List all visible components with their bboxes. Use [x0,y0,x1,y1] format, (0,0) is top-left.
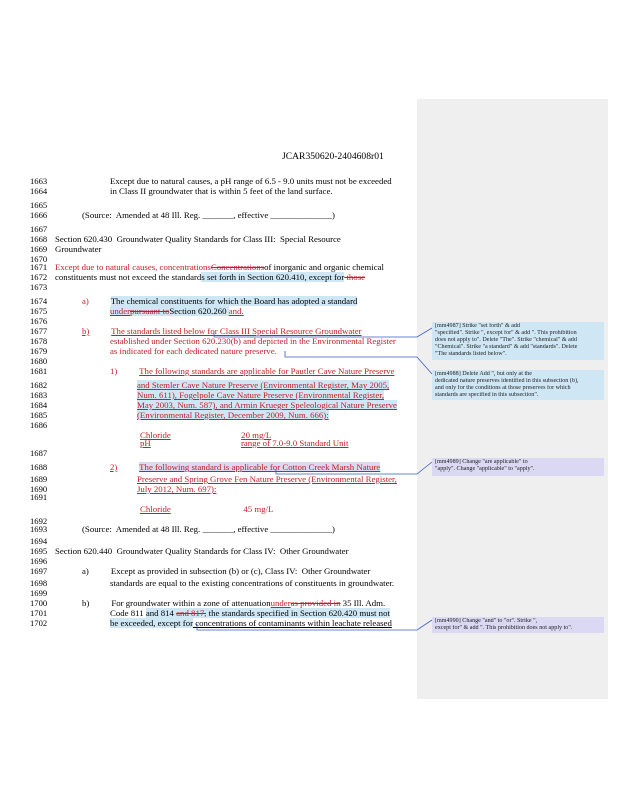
line-text [110,366,394,376]
text-run: be exceeded, except for [110,618,194,628]
line-text [137,410,329,420]
line-number: 1677 [30,326,48,336]
line-number: 1702 [30,618,48,628]
text-run: b) [82,598,90,608]
tracked-change: established under Section 620.230(b) and depicted in the Environmental Register [110,336,396,346]
line-number: 1680 [30,356,48,366]
line-number: 1682 [30,380,48,390]
line-text [110,462,380,472]
line-text [82,566,370,576]
line-text [82,524,335,534]
line-text [140,438,348,448]
tracked-change: and 817, [176,608,207,618]
line-number: 1664 [30,186,48,196]
comment-text: "apply". Change "applicable" to "apply". [435,466,535,472]
line-text [110,186,333,196]
line-number: 1663 [30,176,48,186]
comment-text: [mm4990] Change "and" to "or". Strike ", [435,618,538,624]
tracked-change: and Stemler Cave Nature Preserve (Environmental Register, May 2005, [137,380,390,390]
line-text [137,474,397,484]
line-text [110,176,392,186]
line-number: 1685 [30,410,48,420]
line-text [137,390,384,400]
text-run: 35 Ill. Adm. [340,598,386,608]
line-text [140,504,273,514]
line-number: 1696 [30,556,48,566]
comment-text: [mm4989] Change "are applicable" to [435,459,528,465]
comment-balloon[interactable] [432,617,604,633]
line-number: 1673 [30,282,48,292]
line-number: 1700 [30,598,48,608]
line-number: 1678 [30,336,48,346]
line-number: 1695 [30,546,48,556]
text-run: Groundwater [55,244,102,254]
comment-text: [mm4987] Strike "set forth" & add [435,323,521,329]
line-number: 1694 [30,536,48,546]
line-number: 1666 [30,210,48,220]
line-number: 1698 [30,578,48,588]
comment-balloon[interactable] [432,458,604,476]
comment-balloon[interactable] [432,370,604,400]
tracked-change: Chloride [140,430,171,440]
text-run: Section 620.260 [169,306,229,316]
comment-text: "Chemical". Strike "a standard" & add "standards". Delete [435,344,578,350]
line-number: 1670 [30,254,48,264]
text-run: Except due to natural causes, a pH range of 6.5 - 9.0 units must not be exceeded [110,176,392,186]
comment-text: and only for the conditions at those preserves for which [435,385,571,391]
text-run: standards are equal to the existing concentrations of constituents in groundwater. [110,578,395,588]
tracked-change: those [344,272,366,282]
line-number: 1701 [30,608,48,618]
line-text [55,234,341,244]
text-run: a) [82,566,89,576]
text-run: For groundwater within a zone of attenuation [111,598,271,608]
line-text [110,306,244,316]
tracked-change: under [110,306,131,316]
line-text [110,578,394,588]
line-number: 1697 [30,566,48,576]
text-run: Section 620.440 Groundwater Quality Standards for Class IV: Other Groundwater [55,546,349,556]
tracked-change: May 2003, Num. 587), and Armin Krueger Speleological Nature Preserve [137,400,397,410]
tracked-change: 45 mg/L [243,504,274,514]
comment-text: except for" & add ". This prohibition does not apply to". [435,625,573,631]
tracked-change: 20 mg/L [241,430,272,440]
line-number: 1674 [30,296,48,306]
line-number: 1672 [30,272,48,282]
text-run [117,462,139,472]
text-run: Section 620.430 Groundwater Quality Standards for Class III: Special Resource [55,234,341,244]
text-run [117,366,139,376]
text-run: in Class II groundwater that is within 5 feet of the land surface. [110,186,333,196]
tracked-change: The following standard is applicable for Cotton Creek Marsh Nature [139,462,381,472]
line-text [110,618,392,628]
tracked-change: pH [140,438,151,448]
text-run [89,326,111,336]
tracked-change: The standards listed below for Class III Special Resource Groundwater [111,326,362,336]
text-run: concentrations of contaminants within leachate released [193,618,392,628]
comment-text: does not apply to". Delete "The". Strike "chemical" & add [435,337,577,343]
line-number: 1689 [30,474,48,484]
line-text [82,326,362,336]
comment-text: [mm4988] Delete Add ", but only at the [435,371,532,377]
text-run [89,598,111,608]
tracked-change: The following standards are applicable for Pautler Cave Nature Preserve [139,366,395,376]
text-run: (Source: Amended at 48 Ill. Reg. _______, effective ______________) [82,524,335,534]
tracked-change: Concentrations [210,262,265,272]
line-number: 1684 [30,400,48,410]
text-run: The chemical constituents for which the Board has adopted a standard [110,296,358,306]
line-number: 1690 [30,484,48,494]
text-run: of inorganic and organic chemical [264,262,384,272]
tracked-change: 2) [110,462,118,472]
line-number: 1692 [30,516,48,526]
line-number: 1691 [30,492,48,502]
text-run: the standards specified in Section 620.420 must not [206,608,390,618]
tracked-change: b) [82,326,90,336]
line-text [137,484,216,494]
line-number: 1667 [30,224,48,234]
tracked-change: under [270,598,291,608]
line-text [55,272,365,282]
tracked-change: a) [82,296,89,306]
tracked-change: as indicated for each dedicated nature preserve. [110,346,277,356]
text-run: constituents must not exceed the standard [55,272,202,282]
line-text [82,210,335,220]
line-text [55,244,101,254]
comment-text: "specified". Strike ", except for" & add ". This prohibition [435,330,577,336]
text-run: s set forth in Section 620.410, except for [201,272,345,282]
text-run: and 814 [145,608,177,618]
line-number: 1686 [30,420,48,430]
line-number: 1681 [30,366,48,376]
comment-text: "The standards listed below". [435,351,507,357]
line-text [110,608,390,618]
line-number: 1671 [30,262,48,272]
line-text [55,546,349,556]
line-text [110,336,396,346]
line-number: 1675 [30,306,48,316]
text-run [171,504,244,514]
tracked-change: as provided in [290,598,341,608]
tracked-change: (Environmental Register, December 2009, Num. 666): [137,410,329,420]
line-number: 1679 [30,346,48,356]
line-text [55,262,384,272]
line-number: 1683 [30,390,48,400]
comment-text: dedicated nature preserves identified in this subsection (b), [435,378,579,384]
text-run: Except as provided in subsection (b) or (c), Class IV: Other Groundwater [110,566,371,576]
line-number: 1687 [30,448,48,458]
line-number: 1668 [30,234,48,244]
line-number: 1665 [30,200,48,210]
line-text [82,598,385,608]
line-number: 1699 [30,588,48,598]
line-number: 1676 [30,316,48,326]
line-number: 1688 [30,462,48,472]
line-text [137,380,389,390]
tracked-change: Chloride [140,504,171,514]
comment-text: standards are specified in this subsection". [435,392,539,398]
text-run [151,438,241,448]
line-text [82,296,357,306]
line-number: 1669 [30,244,48,254]
document-code: JCAR350620-2404608r01 [282,151,384,162]
tracked-change: July 2012, Num. 697): [137,484,217,494]
text-run [89,566,111,576]
comment-balloon[interactable] [432,322,604,360]
text-run: Code 811 [110,608,146,618]
line-number: 1693 [30,524,48,534]
text-run [89,296,111,306]
text-run: (Source: Amended at 48 Ill. Reg. _______, effective ______________) [82,210,335,220]
tracked-change: Num. 611), Fogelpole Cave Nature Preserve (Environmental Register, [137,390,385,400]
tracked-change: Except due to natural causes, concentrations [55,262,211,272]
tracked-change: and. [228,306,244,316]
tracked-change: 1) [110,366,118,376]
tracked-change: pursuant to [130,306,170,316]
tracked-change: Preserve and Spring Grove Fen Nature Preserve (Environmental Register, [137,474,397,484]
line-text [137,400,397,410]
tracked-change: range of 7.0-9.0 Standard Unit [240,438,349,448]
line-text [110,346,277,356]
